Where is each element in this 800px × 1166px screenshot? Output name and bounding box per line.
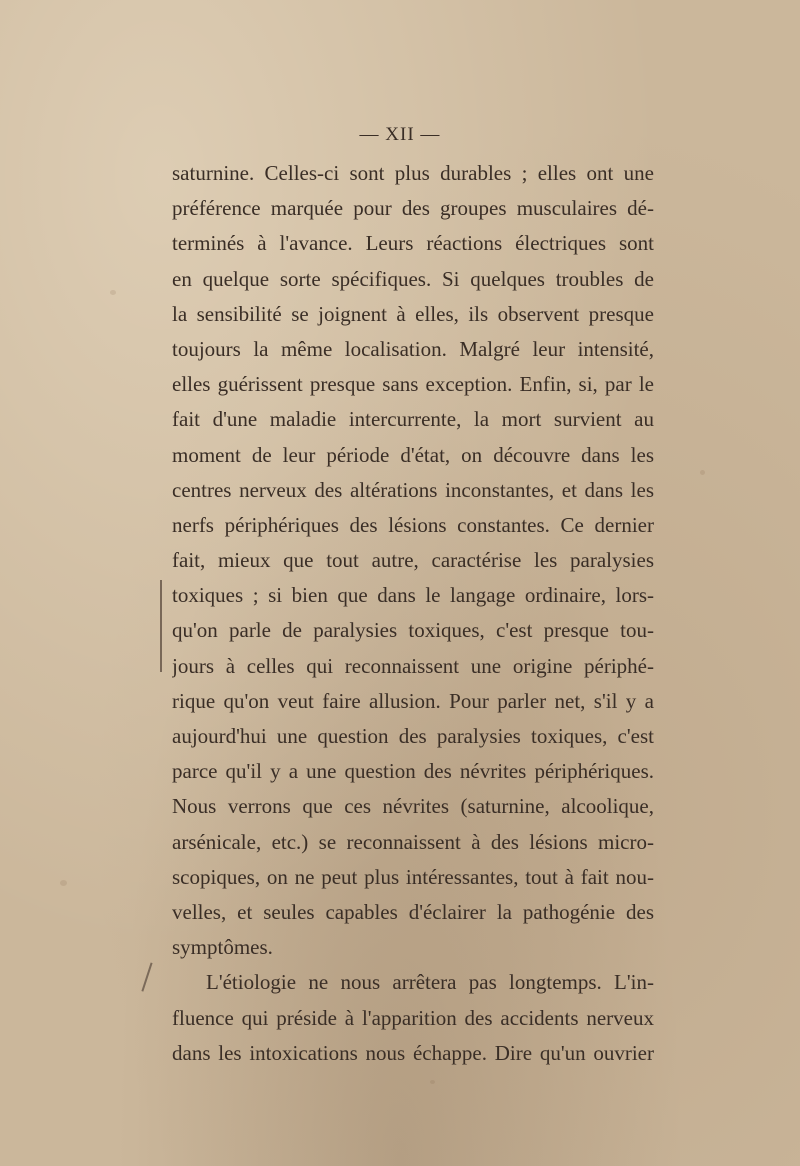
- text-line: moment de leur période d'état, on découvre dans les: [172, 442, 654, 467]
- text-line: nerfs périphériques des lésions constantes. Ce dernier: [172, 512, 654, 537]
- foxing-spot: [60, 880, 67, 886]
- text-line: fait d'une maladie intercurrente, la mort survient au: [172, 407, 654, 432]
- text-line: dans les intoxications nous échappe. Dire qu'un ouvrier: [172, 1040, 654, 1065]
- text-line: velles, et seules capables d'éclairer la pathogénie des: [172, 899, 654, 924]
- text-line: Nous verrons que ces névrites (saturnine, alcoolique,: [172, 794, 654, 819]
- foxing-spot: [430, 1080, 435, 1084]
- text-line: aujourd'hui une question des paralysies toxiques, c'est: [172, 724, 654, 748]
- foxing-spot: [110, 290, 116, 295]
- text-line: en quelque sorte spécifiques. Si quelques troubles de: [172, 266, 654, 291]
- text-line: arsénicale, etc.) se reconnaissent à des lésions micro-: [172, 829, 654, 854]
- text-line: parce qu'il y a une question des névrites périphériques.: [172, 759, 654, 784]
- body-text: [172, 156, 654, 1071]
- text-line: elles guérissent presque sans exception. Enfin, si, par le: [172, 372, 654, 397]
- margin-pencil-line: [160, 580, 162, 672]
- text-line: qu'on parle de paralysies toxiques, c'est presque tou-: [172, 618, 654, 643]
- text-line: la sensibilité se joignent à elles, ils observent presque: [172, 301, 654, 326]
- text-line: fluence qui préside à l'apparition des accidents nerveux: [172, 1005, 654, 1030]
- foxing-spot: [700, 470, 705, 475]
- running-head: — XII —: [359, 124, 441, 145]
- margin-pencil-tick: [141, 963, 152, 992]
- text-line: scopiques, on ne peut plus intéressantes, tout à fait nou-: [172, 864, 654, 889]
- text-line: symptômes.: [172, 935, 273, 960]
- text-line: L'étiologie ne nous arrêtera pas longtemps. L'in-: [206, 970, 654, 995]
- text-line: fait, mieux que tout autre, caractérise les paralysies: [172, 548, 654, 573]
- text-line: saturnine. Celles-ci sont plus durables ; elles ont une: [172, 161, 654, 185]
- text-line: préférence marquée pour des groupes musculaires dé-: [172, 196, 654, 221]
- text-line: toujours la même localisation. Malgré leur intensité,: [172, 336, 654, 361]
- text-line: rique qu'on veut faire allusion. Pour parler net, s'il y a: [172, 688, 654, 713]
- text-line: terminés à l'avance. Leurs réactions électriques sont: [172, 231, 654, 256]
- text-line: jours à celles qui reconnaissent une origine périphé-: [172, 653, 654, 678]
- text-line: centres nerveux des altérations inconstantes, et dans les: [172, 477, 654, 502]
- text-line: toxiques ; si bien que dans le langage ordinaire, lors-: [172, 583, 654, 608]
